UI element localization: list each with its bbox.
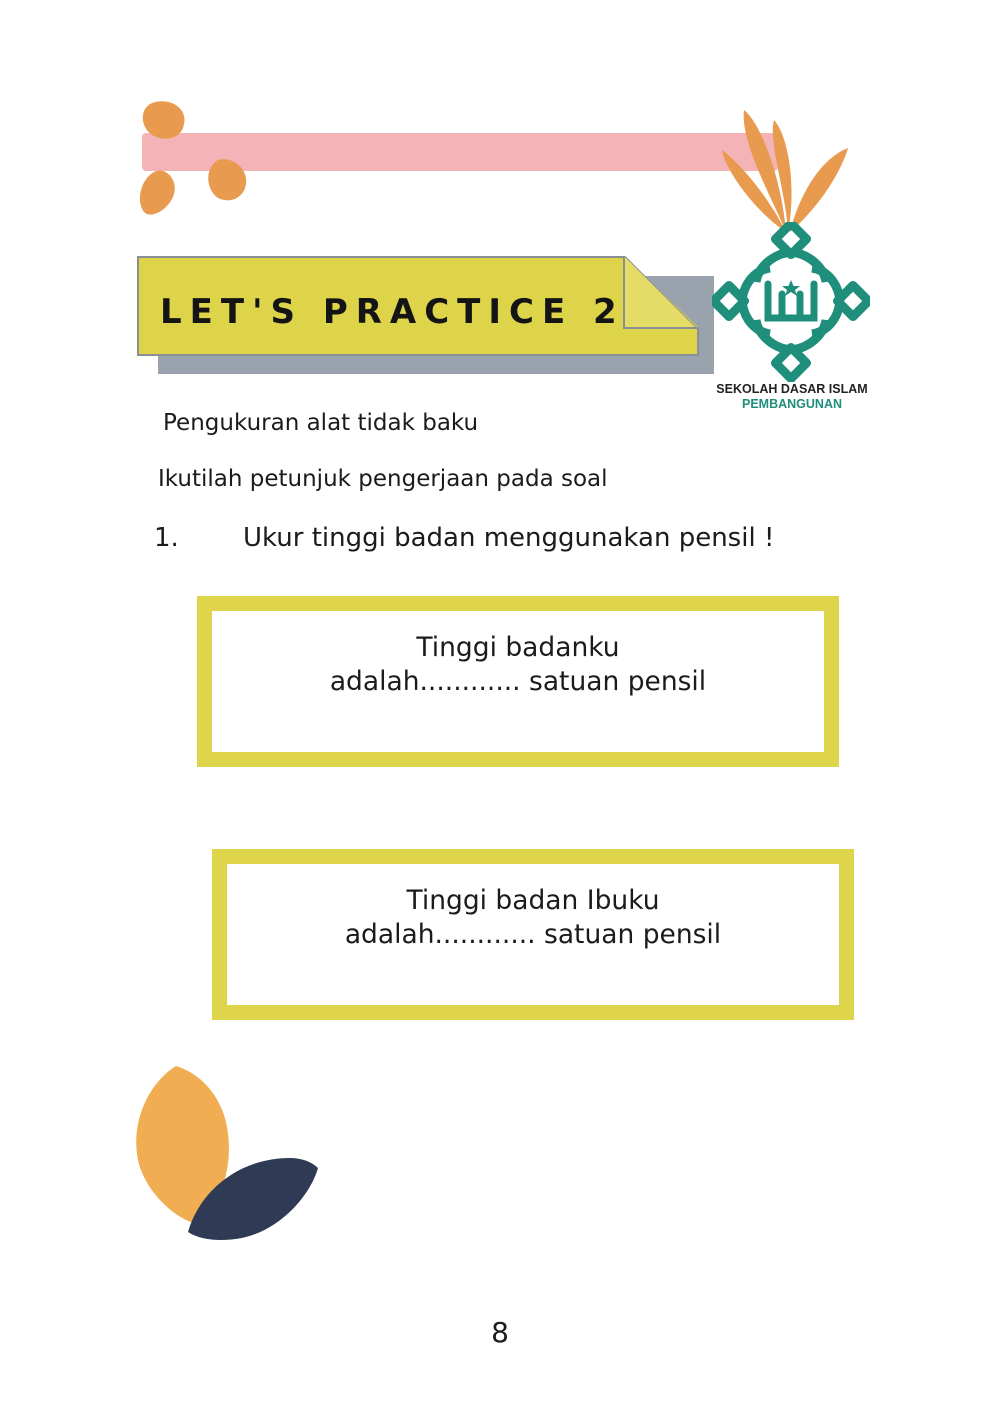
title-banner-fold — [620, 256, 700, 332]
school-logo-icon — [712, 222, 870, 382]
worksheet-instruction: Ikutilah petunjuk pengerjaan pada soal — [158, 466, 608, 492]
page-title: LET'S PRACTICE 2 — [160, 292, 625, 332]
question-number: 1. — [154, 523, 179, 553]
answer-box-label: Tinggi badan Ibuku — [406, 885, 660, 916]
worksheet-subtitle: Pengukuran alat tidak baku — [163, 410, 479, 436]
answer-box-mother — [212, 849, 854, 1020]
orange-petal — [143, 101, 185, 138]
answer-box-label: Tinggi badanku — [416, 632, 620, 663]
orange-leaf — [790, 148, 848, 232]
page-number: 8 — [491, 1316, 509, 1349]
orange-petal — [140, 171, 175, 215]
question-text: Ukur tinggi badan menggunakan pensil ! — [243, 523, 775, 553]
leaf-decoration — [130, 1060, 330, 1250]
school-name: SEKOLAH DASAR ISLAM — [716, 382, 868, 396]
answer-box-blank: adalah............ satuan pensil — [344, 919, 722, 950]
answer-box-self — [197, 596, 839, 767]
orange-petal — [208, 159, 246, 200]
school-name-sub: PEMBANGUNAN — [742, 397, 842, 411]
orange-leaves-decoration — [716, 102, 856, 242]
answer-box-blank: adalah............ satuan pensil — [329, 666, 707, 697]
orange-petals-decoration — [132, 96, 252, 226]
